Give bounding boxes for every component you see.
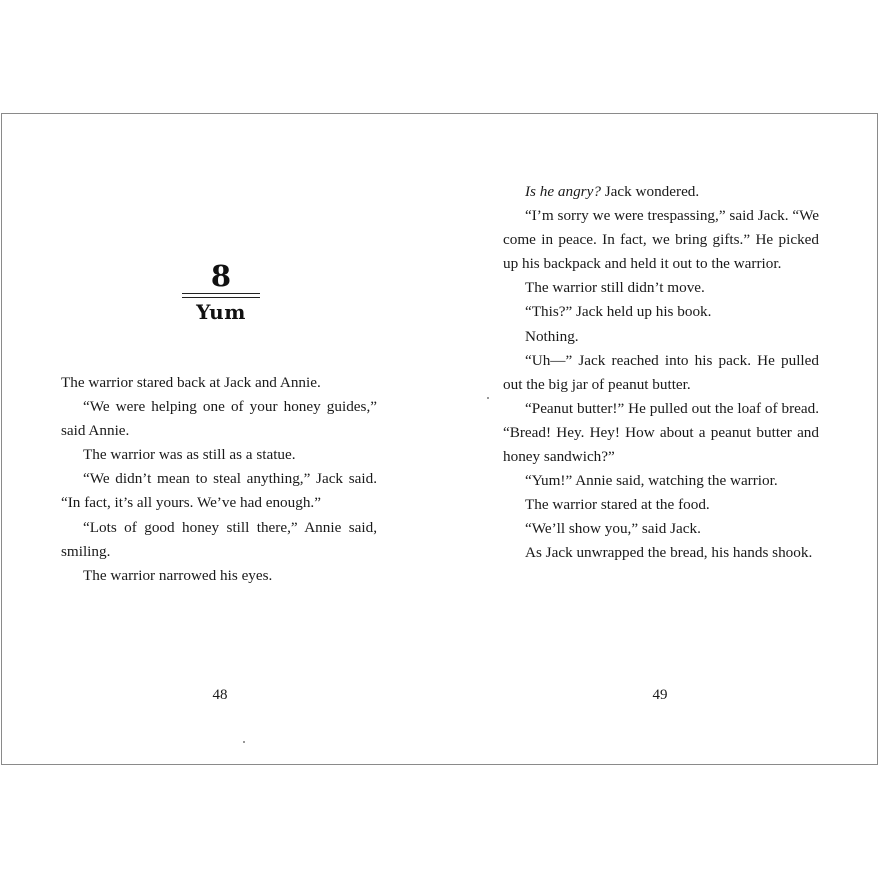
paragraph: The warrior stared at the food. <box>525 496 710 514</box>
paragraph: As Jack unwrapped the bread, his hands shook. <box>525 544 813 562</box>
paragraph: “Peanut butter!” He pulled out the loaf of bread. “Bread! Hey. Hey! How about a peanut butter and honey sandwich?” <box>503 399 819 466</box>
paper-speck <box>243 741 245 743</box>
italic-thought: Is he angry? <box>525 183 601 200</box>
left-page-text <box>61 371 377 588</box>
paragraph: The warrior narrowed his eyes. <box>83 566 273 584</box>
chapter-title: Yum <box>196 300 246 324</box>
paragraph: “I’m sorry we were trespassing,” said Jack. “We come in peace. In fact, we bring gifts.” He picked up his backpack and held it out to the warrior. <box>503 207 819 273</box>
page-number-left: 48 <box>212 687 228 703</box>
paragraph: “We didn’t mean to steal anything,” Jack said. “In fact, it’s all yours. We’ve had enough.” <box>61 470 377 512</box>
paragraph: Nothing. <box>525 327 579 345</box>
right-page <box>440 114 878 764</box>
chapter-number: 8 <box>210 259 232 293</box>
chapter-rule-bottom <box>182 297 260 298</box>
paragraph: “This?” Jack held up his book. <box>525 303 712 321</box>
book-spread <box>1 113 878 765</box>
paragraph: The warrior still didn’t move. <box>525 279 705 297</box>
paragraph: “We were helping one of your honey guides,” said Annie. <box>61 398 377 440</box>
paragraph-rest: Jack wondered. <box>600 183 700 200</box>
paragraph: The warrior stared back at Jack and Annie. <box>61 374 321 391</box>
right-page-text <box>503 180 819 566</box>
paper-speck <box>487 397 489 399</box>
paragraph: “Lots of good honey still there,” Annie said, smiling. <box>61 518 377 560</box>
paragraph: “Yum!” Annie said, watching the warrior. <box>525 472 778 490</box>
left-page <box>2 114 440 764</box>
page-number-right: 49 <box>652 687 668 703</box>
paragraph: The warrior was as still as a statue. <box>83 446 296 464</box>
paragraph: “We’ll show you,” said Jack. <box>525 520 701 538</box>
chapter-rule-top <box>182 293 260 294</box>
paragraph <box>503 180 819 204</box>
paragraph: “Uh—” Jack reached into his pack. He pulled out the big jar of peanut butter. <box>503 351 819 393</box>
